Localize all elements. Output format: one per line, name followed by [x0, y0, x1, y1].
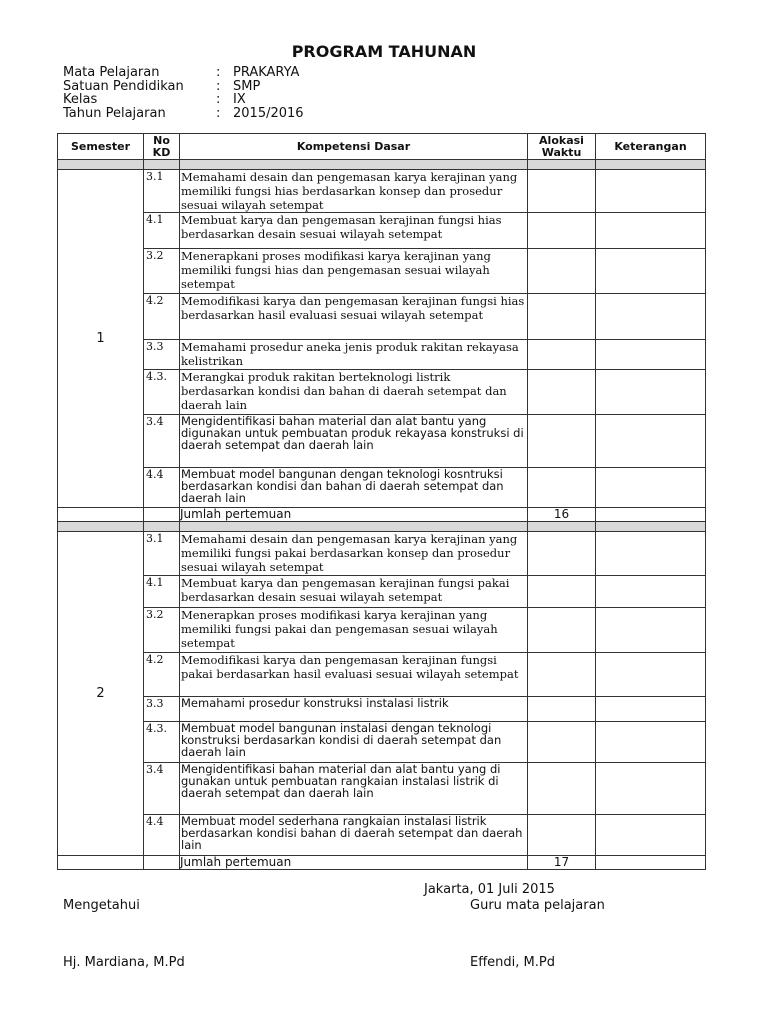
table-row: [58, 249, 706, 294]
info-row-year: [63, 107, 304, 121]
info-label: Satuan Pendidikan: [63, 78, 184, 94]
kd-number: 3.4: [144, 415, 180, 468]
total-value: 17: [528, 856, 596, 870]
kd-text: Memodifikasi karya dan pengemasan kerajinan fungsi hias berdasarkan hasil evaluasi sesuai wilayah setempat: [180, 294, 528, 340]
program-table: [57, 133, 706, 870]
kd-number: 3.3: [144, 340, 180, 370]
kd-number: 3.4: [144, 763, 180, 815]
kd-text: Memodifikasi karya dan pengemasan kerajinan fungsi pakai berdasarkan hasil evaluasi sesuai wilayah setempat: [180, 653, 528, 697]
total-value: 16: [528, 508, 596, 522]
header-semester: Semester: [58, 134, 144, 160]
header-kompetensi: Kompetensi Dasar: [180, 134, 528, 160]
kd-text: Merangkai produk rakitan berteknologi listrik berdasarkan kondisi dan bahan di daerah setempat dan daerah lain: [180, 370, 528, 415]
keterangan-cell: [596, 532, 706, 576]
keterangan-cell: [596, 653, 706, 697]
table-row: [58, 213, 706, 249]
table-row: [58, 576, 706, 608]
kd-text: Memahami desain dan pengemasan karya kerajinan yang memiliki fungsi hias berdasarkan konsep dan prosedur sesuai wilayah setempat: [180, 170, 528, 213]
alokasi-cell: [528, 608, 596, 653]
header-keterangan: Keterangan: [596, 134, 706, 160]
acknowledged-label: Mengetahui: [63, 898, 140, 913]
total-label: Jumlah pertemuan: [180, 856, 528, 870]
info-value: PRAKARYA: [233, 65, 300, 80]
keterangan-cell: [596, 294, 706, 340]
alokasi-cell: [528, 576, 596, 608]
info-value: SMP: [233, 78, 261, 94]
place-date: Jakarta, 01 Juli 2015: [424, 882, 555, 897]
keterangan-cell: [596, 576, 706, 608]
alokasi-cell: [528, 653, 596, 697]
table-row: [58, 294, 706, 340]
kd-text: Menerapkani proses modifikasi karya kerajinan yang memiliki fungsi hias dan pengemasan sesuai wilayah setempat: [180, 249, 528, 294]
alokasi-cell: [528, 815, 596, 856]
keterangan-cell: [596, 340, 706, 370]
info-value: IX: [233, 92, 246, 107]
info-separator: :: [216, 92, 221, 107]
kd-text: Membuat model bangunan dengan teknologi kosntruksi berdasarkan kondisi dan bahan di daerah setempat dan daerah lain: [180, 468, 528, 508]
table-row: [58, 763, 706, 815]
table-row: [58, 415, 706, 468]
kd-number: 3.2: [144, 249, 180, 294]
principal-name: Hj. Mardiana, M.Pd: [63, 955, 185, 970]
keterangan-cell: [596, 763, 706, 815]
total-row: [58, 508, 706, 522]
alokasi-cell: [528, 294, 596, 340]
teacher-name: Effendi, M.Pd: [470, 955, 555, 970]
info-separator: :: [216, 78, 221, 94]
kd-number: 3.2: [144, 608, 180, 653]
alokasi-cell: [528, 170, 596, 213]
kd-number: 3.3: [144, 697, 180, 722]
kd-number: 3.1: [144, 532, 180, 576]
keterangan-cell: [596, 608, 706, 653]
keterangan-cell: [596, 415, 706, 468]
alokasi-cell: [528, 468, 596, 508]
kd-number: 4.2: [144, 653, 180, 697]
keterangan-cell: [596, 722, 706, 763]
page-title: PROGRAM TAHUNAN: [291, 42, 477, 61]
kd-number: 4.2: [144, 294, 180, 340]
kd-text: Mengidentifikasi bahan material dan alat bantu yang digunakan untuk pembuatan produk rekayasa konstruksi di daerah setempat dan daerah lain: [180, 415, 528, 468]
alokasi-cell: [528, 340, 596, 370]
info-label: Kelas: [63, 92, 98, 107]
info-row-subject: [63, 66, 304, 80]
table-row: [58, 653, 706, 697]
info-row-school: [63, 80, 304, 94]
kd-text: Memahami desain dan pengemasan karya kerajinan yang memiliki fungsi pakai berdasarkan konsep dan prosedur sesuai wilayah setempat: [180, 532, 528, 576]
kd-text: Menerapkan proses modifikasi karya kerajinan yang memiliki fungsi pakai dan pengemasan sesuai wilayah setempat: [180, 608, 528, 653]
keterangan-cell: [596, 213, 706, 249]
alokasi-cell: [528, 213, 596, 249]
table-row: [58, 722, 706, 763]
alokasi-cell: [528, 370, 596, 415]
keterangan-cell: [596, 370, 706, 415]
info-value: 2015/2016: [233, 105, 304, 121]
keterangan-cell: [596, 815, 706, 856]
info-row-class: [63, 93, 304, 107]
document-info: [63, 66, 304, 120]
keterangan-cell: [596, 468, 706, 508]
table-row: [58, 815, 706, 856]
kd-text: Membuat karya dan pengemasan kerajinan fungsi hias berdasarkan desain sesuai wilayah setempat: [180, 213, 528, 249]
table-row: [58, 468, 706, 508]
info-separator: :: [216, 105, 221, 121]
alokasi-cell: [528, 249, 596, 294]
kd-number: 4.3.: [144, 370, 180, 415]
kd-number: 4.4: [144, 468, 180, 508]
table-row: [58, 532, 706, 576]
kd-text: Memahami prosedur konstruksi instalasi listrik: [180, 697, 528, 722]
table-row: [58, 697, 706, 722]
table-row: [58, 608, 706, 653]
kd-number: 4.3.: [144, 722, 180, 763]
keterangan-cell: [596, 697, 706, 722]
keterangan-cell: [596, 170, 706, 213]
header-no-kd: No KD: [144, 134, 180, 160]
kd-text: Membuat model sederhana rangkaian instalasi listrik berdasarkan kondisi bahan di daerah setempat dan daerah lain: [180, 815, 528, 856]
alokasi-cell: [528, 722, 596, 763]
shaded-divider-row: [58, 522, 706, 532]
total-label: Jumlah pertemuan: [180, 508, 528, 522]
shaded-divider-row: [58, 160, 706, 170]
table-header-row: [58, 134, 706, 160]
teacher-label: Guru mata pelajaran: [470, 898, 605, 913]
info-separator: :: [216, 65, 221, 80]
kd-number: 3.1: [144, 170, 180, 213]
kd-number: 4.1: [144, 213, 180, 249]
table-row: [58, 340, 706, 370]
kd-number: 4.4: [144, 815, 180, 856]
alokasi-cell: [528, 415, 596, 468]
keterangan-cell: [596, 249, 706, 294]
kd-text: Membuat karya dan pengemasan kerajinan fungsi pakai berdasarkan desain sesuai wilayah setempat: [180, 576, 528, 608]
info-label: Mata Pelajaran: [63, 65, 160, 80]
table-row: [58, 170, 706, 213]
alokasi-cell: [528, 532, 596, 576]
kd-number: 4.1: [144, 576, 180, 608]
kd-text: Memahami prosedur aneka jenis produk rakitan rekayasa kelistrikan: [180, 340, 528, 370]
semester-cell: 1: [58, 170, 144, 508]
kd-text: Membuat model bangunan instalasi dengan teknologi konstruksi berdasarkan kondisi di daerah setempat dan daerah lain: [180, 722, 528, 763]
header-alokasi: Alokasi Waktu: [528, 134, 596, 160]
table-row: [58, 370, 706, 415]
alokasi-cell: [528, 763, 596, 815]
alokasi-cell: [528, 697, 596, 722]
kd-text: Mengidentifikasi bahan material dan alat bantu yang di gunakan untuk pembuatan rangkaian instalasi listrik di daerah setempat dan daerah lain: [180, 763, 528, 815]
info-label: Tahun Pelajaran: [63, 105, 166, 121]
semester-cell: 2: [58, 532, 144, 856]
total-row: [58, 856, 706, 870]
